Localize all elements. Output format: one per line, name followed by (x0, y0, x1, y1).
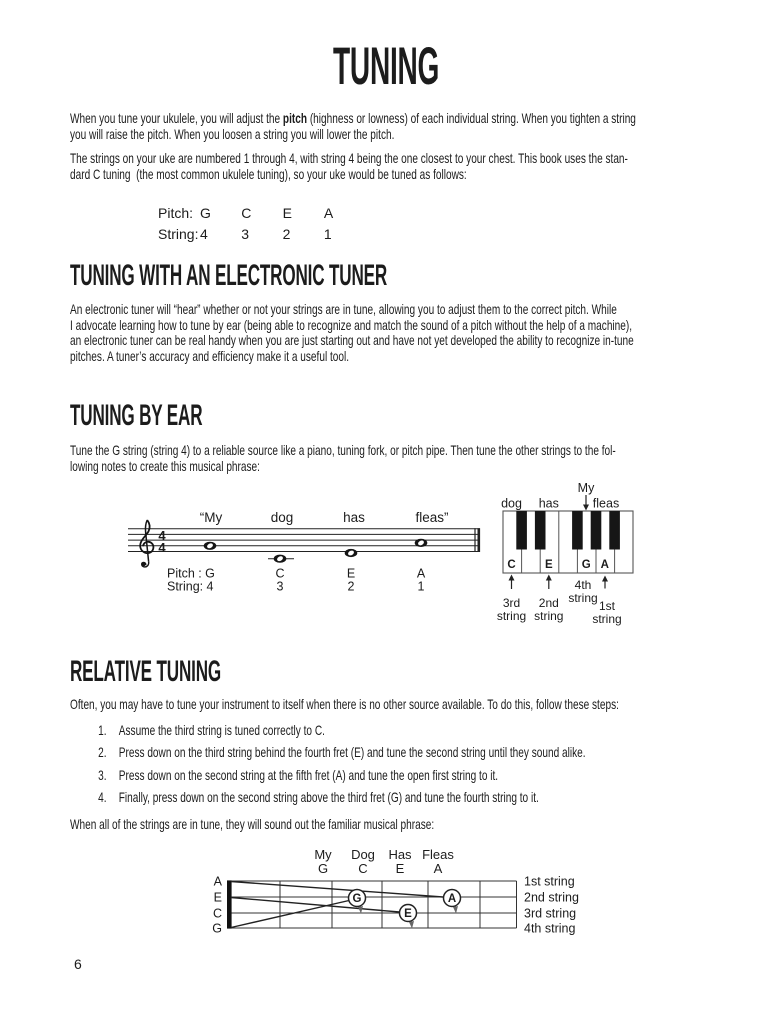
open-a: A (213, 874, 222, 889)
by-ear-paragraph (70, 443, 616, 474)
note-g-label: G (317, 861, 329, 876)
lyric-has: has (343, 510, 365, 525)
step-number: 3. (98, 766, 107, 783)
open-g: G (212, 921, 222, 936)
time-sig-bottom: 4 (158, 540, 166, 556)
word-my: My (314, 847, 332, 862)
string-label: String: (158, 225, 199, 242)
note-c-label: C (358, 861, 368, 876)
label-1st: 1st (598, 599, 616, 613)
paragraph-line: an electronic tuner can be real handy when you are just starting out and have not yet developed the ability to recognize in-tune (70, 332, 634, 349)
step-text: Finally, press down on the second string above the third fret (G) and tune the fourth string to it. (118, 788, 539, 805)
paragraph-line: The strings on your uke are numbered 1 through 4, with string 4 being the one closest to your chest. This book uses the stan- (70, 150, 628, 166)
note-a-label: A (433, 861, 443, 876)
time-sig-top: 4 (158, 527, 166, 543)
staff-pitch-string-labels (167, 567, 426, 594)
step-text: Assume the third string is tuned correctly to C. (118, 722, 325, 738)
string-row (158, 226, 365, 247)
paragraph-line: dard C tuning (the most common ukulele tuning), so your uke would be tuned as follows: (70, 165, 467, 182)
text-run: When you tune your ukulele, you will adjust the (70, 110, 283, 126)
word-has: has (538, 496, 559, 511)
page-title: TUNING (333, 37, 440, 96)
intro-paragraph-2 (70, 151, 628, 182)
step-item (95, 767, 586, 789)
string-value: 1 (323, 225, 332, 242)
fretted-e: E (404, 908, 412, 920)
lyric-fleas: fleas” (415, 510, 449, 525)
label-4th-string: string (568, 591, 598, 605)
pitch-label: Pitch: (158, 205, 194, 221)
label-3rd: 3rd (502, 596, 521, 610)
relative-steps-list (95, 722, 586, 811)
nut (227, 880, 232, 928)
pitch-value: E (346, 566, 356, 581)
word-dog: Dog (351, 847, 375, 862)
intro-paragraph-1 (70, 111, 636, 142)
word-fleas: fleas (592, 496, 620, 511)
paragraph-line: Tune the G string (string 4) to a reliable source like a piano, tuning fork, or pitch pipe. Then tune the other strings to the fol- (70, 442, 616, 458)
string-value: 2 (282, 225, 291, 242)
pitch-value: C (241, 205, 252, 221)
key-c: C (507, 559, 516, 571)
staff-and-keyboard-figure (70, 478, 705, 630)
string-lines (227, 881, 517, 928)
label-1st-string: string (592, 612, 622, 626)
string-value: 4 (200, 225, 208, 242)
marker-tail (453, 906, 458, 914)
open-c: C (212, 906, 222, 921)
note-c (274, 555, 287, 563)
open-string-letters (212, 875, 222, 936)
paragraph-line (70, 111, 636, 127)
key-a: A (600, 559, 609, 571)
section-heading-relative: RELATIVE TUNING (70, 655, 222, 688)
bold-word-pitch: pitch (282, 110, 308, 126)
fretboard-word-labels (314, 847, 454, 876)
section-electronic-tuner (70, 259, 626, 292)
string-value: 4 (206, 579, 214, 594)
step-text: Press down on the third string behind the fourth fret (E) and tune the second string until they sound alike. (118, 744, 586, 761)
label-2nd-string: string (534, 609, 564, 623)
lyric-my: “My (199, 510, 223, 525)
pitch-row (158, 205, 365, 226)
fretted-g: G (352, 893, 362, 905)
paragraph-line: When all of the strings are in tune, they will sound out the familiar musical phrase: (70, 816, 435, 832)
section-heading-by-ear: TUNING BY EAR (70, 399, 203, 432)
pitch-value: A (416, 566, 426, 581)
marker-tail (358, 906, 363, 914)
paragraph-line: pitches. A tuner’s accuracy and efficiency make it a useful tool. (70, 348, 350, 365)
label-4th-string: 4th string (524, 921, 576, 936)
staff-lines (128, 528, 480, 552)
time-signature (158, 528, 166, 555)
page-number: 6 (74, 956, 82, 972)
label-1st-string: 1st string (524, 874, 575, 889)
key-e: E (544, 559, 553, 571)
string-value: 1 (417, 579, 425, 594)
word-fleas: Fleas (422, 847, 454, 862)
label-2nd-string: 2nd string (524, 890, 579, 905)
fretboard-figure (70, 843, 705, 948)
section-relative-tuning (70, 655, 335, 688)
paragraph-line: Often, you may have to tune your instrument to itself when there is no other source available. To do this, follow these steps: (70, 696, 619, 712)
string-value: 2 (347, 579, 355, 594)
pitch-value: G (205, 566, 215, 581)
pitch-value: A (323, 205, 334, 221)
text-run: (highness or lowness) of each individual string. When you tighten a string (307, 110, 636, 126)
key-g: G (581, 559, 591, 571)
label-3rd-string: 3rd string (524, 906, 577, 921)
paragraph-line: lowing notes to create this musical phrase: (70, 457, 260, 474)
paragraph-line: you will raise the pitch. When you loosen a string you will lower the pitch. (70, 125, 395, 142)
pitch-value: G (200, 205, 211, 221)
relative-intro (70, 697, 619, 713)
step-text: Press down on the second string at the fifth fret (A) and tune the open first string to it. (118, 766, 499, 783)
paragraph-line: An electronic tuner will “hear” whether or not your strings are in tune, allowing you to adjust them to the correct pitch. While (70, 301, 617, 317)
up-arrowheads (509, 575, 609, 582)
step-number: 2. (98, 744, 107, 761)
word-dog: dog (501, 496, 522, 511)
step-number: 4. (98, 788, 107, 805)
relative-outro (70, 817, 434, 833)
label-2nd: 2nd (538, 596, 559, 610)
section-heading-electronic: TUNING WITH AN ELECTRONIC TUNER (70, 259, 388, 292)
pitch-label: Pitch : (167, 566, 202, 581)
note-e (345, 549, 358, 557)
word-has: Has (388, 847, 412, 862)
step-item (95, 789, 586, 811)
string-value: 3 (276, 579, 284, 594)
section-by-ear (70, 399, 302, 432)
paragraph-line: I advocate learning how to tune by ear (being able to recognize and match the sound of a pitch without the help of a machine), (70, 316, 633, 333)
open-e: E (213, 890, 222, 905)
fretted-a: A (447, 893, 457, 905)
down-arrowhead-icon (583, 505, 589, 511)
pitch-value: C (275, 566, 285, 581)
note-g (204, 542, 217, 550)
electronic-paragraph (70, 302, 634, 365)
keyboard-my-label: My (577, 481, 595, 495)
note-a (415, 539, 428, 547)
note-e-label: E (395, 861, 405, 876)
keyboard-string-labels (497, 578, 622, 626)
keyboard-diagram (497, 481, 633, 626)
string-name-labels (524, 875, 579, 936)
label-4th: 4th (574, 578, 592, 592)
page-title-wrap (0, 37, 773, 96)
label-3rd-string: string (496, 609, 527, 623)
pitch-value: E (282, 205, 292, 221)
treble-clef-icon (140, 520, 153, 567)
whole-notes (204, 539, 428, 563)
string-label: String: (167, 579, 204, 594)
tuning-table (158, 205, 365, 246)
string-value: 3 (241, 225, 250, 242)
step-item (95, 722, 586, 744)
step-item (95, 744, 586, 766)
lyric-dog: dog (270, 510, 294, 525)
marker-tail (409, 921, 414, 929)
staff-lyrics (200, 510, 449, 525)
keyboard-word-labels (501, 497, 619, 511)
step-number: 1. (98, 722, 107, 738)
